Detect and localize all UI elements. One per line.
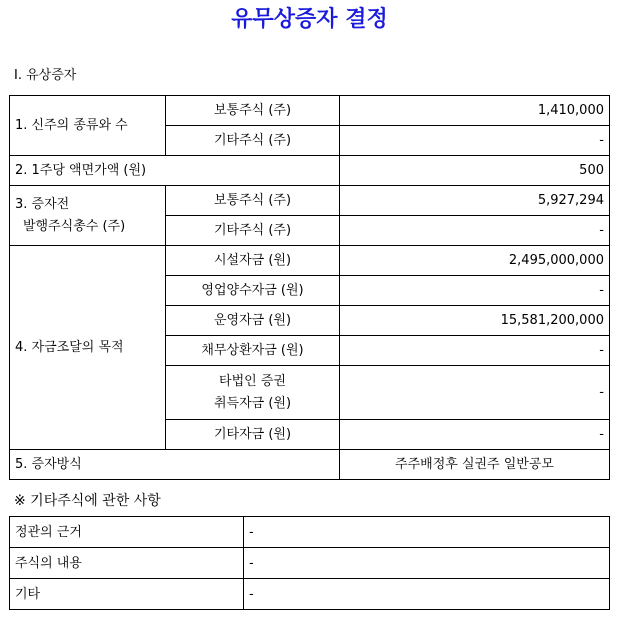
- business-acquisition-funds-label: 영업양수자금 (원): [166, 276, 340, 306]
- operating-funds-value: 15,581,200,000: [340, 306, 610, 336]
- table-row-label: 기타: [10, 579, 244, 610]
- pre-other-shares-value: -: [340, 216, 610, 246]
- new-shares-label: 1. 신주의 종류와 수: [10, 96, 166, 156]
- other-funds-value: -: [340, 420, 610, 450]
- other-securities-funds-label: [166, 366, 340, 420]
- rights-issue-table: [9, 95, 610, 480]
- business-acquisition-funds-value: -: [340, 276, 610, 306]
- common-shares-value: 1,410,000: [340, 96, 610, 126]
- other-securities-label-line1: 타법인 증권: [219, 373, 286, 389]
- pre-other-shares-label: 기타주식 (주): [166, 216, 340, 246]
- facility-funds-value: 2,495,000,000: [340, 246, 610, 276]
- table-row-value: -: [244, 579, 610, 610]
- issue-method-label: 5. 증자방식: [10, 450, 340, 480]
- other-securities-funds-value: -: [340, 366, 610, 420]
- operating-funds-label: 운영자금 (원): [166, 306, 340, 336]
- other-shares-value: -: [340, 126, 610, 156]
- debt-repayment-funds-label: 채무상환자금 (원): [166, 336, 340, 366]
- facility-funds-label: 시설자금 (원): [166, 246, 340, 276]
- other-shares-label: 기타주식 (주): [166, 126, 340, 156]
- table-row-value: -: [244, 548, 610, 579]
- par-value-label: 2. 1주당 액면가액 (원): [10, 156, 340, 186]
- pre-issue-label-line1: 3. 증자전: [15, 196, 70, 212]
- other-shares-table: [9, 516, 610, 610]
- other-shares-note-heading: ※ 기타주식에 관한 사항: [14, 493, 161, 509]
- other-securities-label-line2: 취득자금 (원): [213, 395, 292, 411]
- pre-issue-shares-label: [10, 186, 166, 246]
- pre-common-shares-label: 보통주식 (주): [166, 186, 340, 216]
- pre-common-shares-value: 5,927,294: [340, 186, 610, 216]
- debt-repayment-funds-value: -: [340, 336, 610, 366]
- issue-method-value: 주주배정후 실권주 일반공모: [340, 450, 610, 480]
- other-funds-label: 기타자금 (원): [166, 420, 340, 450]
- section-heading: Ⅰ. 유상증자: [14, 68, 77, 83]
- table-row-label: 주식의 내용: [10, 548, 244, 579]
- common-shares-label: 보통주식 (주): [166, 96, 340, 126]
- funding-purpose-label: 4. 자금조달의 목적: [10, 246, 166, 450]
- table-row-value: -: [244, 517, 610, 548]
- par-value-value: 500: [340, 156, 610, 186]
- page-title: 유무상증자 결정: [231, 6, 388, 32]
- table-row-label: 정관의 근거: [10, 517, 244, 548]
- pre-issue-label-line2: 발행주식총수 (주): [23, 218, 126, 234]
